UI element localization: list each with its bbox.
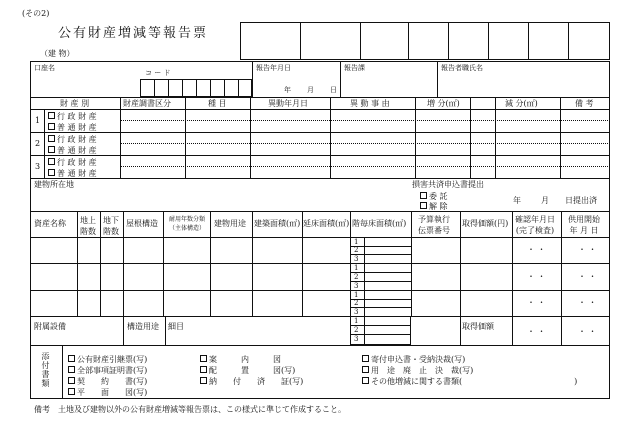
account-name-label: 口座名	[34, 64, 55, 72]
insurance-year-label: 年	[513, 196, 521, 205]
col-above-floors: 地上 階数	[80, 216, 96, 236]
reporter-official-label: 報告者職氏名	[441, 64, 483, 72]
floor-number: 1	[354, 317, 359, 325]
col-durability-class: 耐用年数分類 （主体構造）	[168, 216, 205, 232]
date-dots: ・ ・	[527, 272, 546, 281]
col-floor-area: 延床面積(㎡)	[303, 219, 350, 228]
stamp-box-area	[240, 22, 610, 60]
insurance-option[interactable]: 委 託	[420, 192, 448, 201]
floor-number: 2	[354, 299, 359, 307]
checkbox-icon[interactable]	[68, 377, 75, 384]
document-item[interactable]: 納 付 済 証(写)	[200, 377, 303, 386]
footer-note: 備考 土地及び建物以外の公有財産増減等報告票は、この様式に準じて作成すること。	[34, 405, 346, 414]
class-row-option[interactable]: 普 通 財 産	[48, 169, 97, 178]
document-item[interactable]: 用 途 廃 止 決 裁(写)	[362, 366, 473, 375]
class-row-num: 1	[35, 116, 41, 125]
col-property-type: 財 産 別	[60, 99, 90, 108]
date-dots: ・ ・	[578, 327, 597, 336]
col-acquisition-price: 取得価額(円)	[462, 219, 509, 228]
checkbox-icon[interactable]	[420, 192, 427, 199]
report-section-label: 報告課	[344, 64, 365, 72]
date-dots: ・ ・	[578, 298, 597, 307]
checkbox-icon[interactable]	[200, 355, 207, 362]
attached-documents-label: 添付書類	[41, 352, 50, 388]
checkbox-icon[interactable]	[48, 146, 55, 153]
document-item[interactable]: 平 面 図(写)	[68, 388, 147, 397]
checkbox-icon[interactable]	[68, 388, 75, 395]
attached-detail-label: 細目	[168, 322, 184, 331]
col-below-floors: 地下 階数	[103, 216, 119, 236]
checkbox-icon[interactable]	[362, 377, 369, 384]
class-row-num: 2	[35, 139, 41, 148]
document-item[interactable]: 寄付申込書・受納決裁(写)	[362, 355, 465, 364]
insurance-option[interactable]: 解 除	[420, 202, 448, 211]
date-dots: ・ ・	[578, 245, 597, 254]
class-row-option[interactable]: 普 通 財 産	[48, 123, 97, 132]
class-row-option[interactable]: 行 政 財 産	[48, 112, 97, 121]
floor-number: 2	[354, 273, 359, 281]
col-remarks: 備 考	[575, 99, 594, 108]
col-roof-structure: 屋根構造	[126, 219, 158, 228]
col-decrease: 減 分(㎡)	[505, 99, 538, 108]
class-row-option[interactable]: 行 政 財 産	[48, 135, 97, 144]
col-per-floor-area: 階毎床面積(㎡)	[352, 219, 407, 228]
checkbox-icon[interactable]	[48, 158, 55, 165]
attached-acquisition-price-label: 取得価額	[462, 322, 494, 331]
checkbox-icon[interactable]	[362, 355, 369, 362]
document-item[interactable]: 案 内 図	[200, 355, 281, 364]
checkbox-icon[interactable]	[68, 355, 75, 362]
document-item[interactable]: 配 置 図(写)	[200, 366, 295, 375]
floor-number: 2	[354, 246, 359, 254]
report-date-label: 報告年月日	[256, 64, 291, 72]
report-year-label: 年	[284, 86, 291, 94]
col-asset-name: 資産名称	[34, 219, 66, 228]
col-survey-class: 財産調書区分	[123, 99, 171, 108]
col-confirm-date: 確認年月日 (完了検査)	[515, 215, 555, 235]
form-subtitle: （建 物）	[40, 49, 75, 58]
col-change-date: 異動年月日	[268, 99, 308, 108]
checkbox-icon[interactable]	[48, 112, 55, 119]
floor-number: 1	[354, 238, 359, 246]
attached-equipment-label: 附属設備	[34, 322, 66, 331]
checkbox-icon[interactable]	[68, 366, 75, 373]
building-location-label: 建物所在地	[34, 180, 74, 189]
col-budget-slip: 予算執行 伝票番号	[418, 215, 450, 235]
checkbox-icon[interactable]	[362, 366, 369, 373]
report-day-label: 日	[330, 86, 337, 94]
checkbox-icon[interactable]	[48, 123, 55, 130]
col-increase: 増 分(㎡)	[427, 99, 460, 108]
attached-structure-use-label: 構造用途	[127, 322, 159, 331]
col-building-area: 建築面積(㎡)	[254, 219, 301, 228]
class-row-option[interactable]: 行 政 財 産	[48, 158, 97, 167]
insurance-submitted-label: 日提出済	[565, 196, 597, 205]
form-number: (その2)	[22, 9, 50, 18]
document-item[interactable]: 全部事項証明書(写)	[68, 366, 147, 375]
floor-number: 3	[354, 308, 359, 316]
insurance-month-label: 月	[541, 196, 549, 205]
date-dots: ・ ・	[527, 245, 546, 254]
document-item[interactable]: 契 約 書(写)	[68, 377, 147, 386]
col-item: 種 目	[208, 99, 227, 108]
form-title: 公有財産増減等報告票	[58, 26, 209, 41]
col-start-date: 供用開始 年 月 日	[568, 215, 600, 235]
date-dots: ・ ・	[578, 272, 597, 281]
floor-number: 3	[354, 282, 359, 290]
class-row-option[interactable]: 普 通 財 産	[48, 146, 97, 155]
floor-number: 1	[354, 291, 359, 299]
floor-number: 1	[354, 264, 359, 272]
date-dots: ・ ・	[527, 298, 546, 307]
checkbox-icon[interactable]	[200, 366, 207, 373]
insurance-application-label: 損害共済申込書提出	[412, 180, 484, 189]
checkbox-icon[interactable]	[420, 202, 427, 209]
document-item[interactable]: その他増減に関する書類( )	[362, 377, 577, 386]
report-month-label: 月	[307, 86, 314, 94]
code-label: コ ー ド	[145, 69, 171, 77]
checkbox-icon[interactable]	[48, 135, 55, 142]
date-dots: ・ ・	[527, 327, 546, 336]
floor-number: 3	[354, 335, 359, 343]
checkbox-icon[interactable]	[48, 169, 55, 176]
col-building-use: 建物用途	[214, 219, 246, 228]
floor-number: 3	[354, 255, 359, 263]
checkbox-icon[interactable]	[200, 377, 207, 384]
document-item[interactable]: 公有財産引継票(写)	[68, 355, 147, 364]
class-row-num: 3	[35, 162, 41, 171]
col-change-reason: 異 動 事 由	[350, 99, 390, 108]
floor-number: 2	[354, 326, 359, 334]
